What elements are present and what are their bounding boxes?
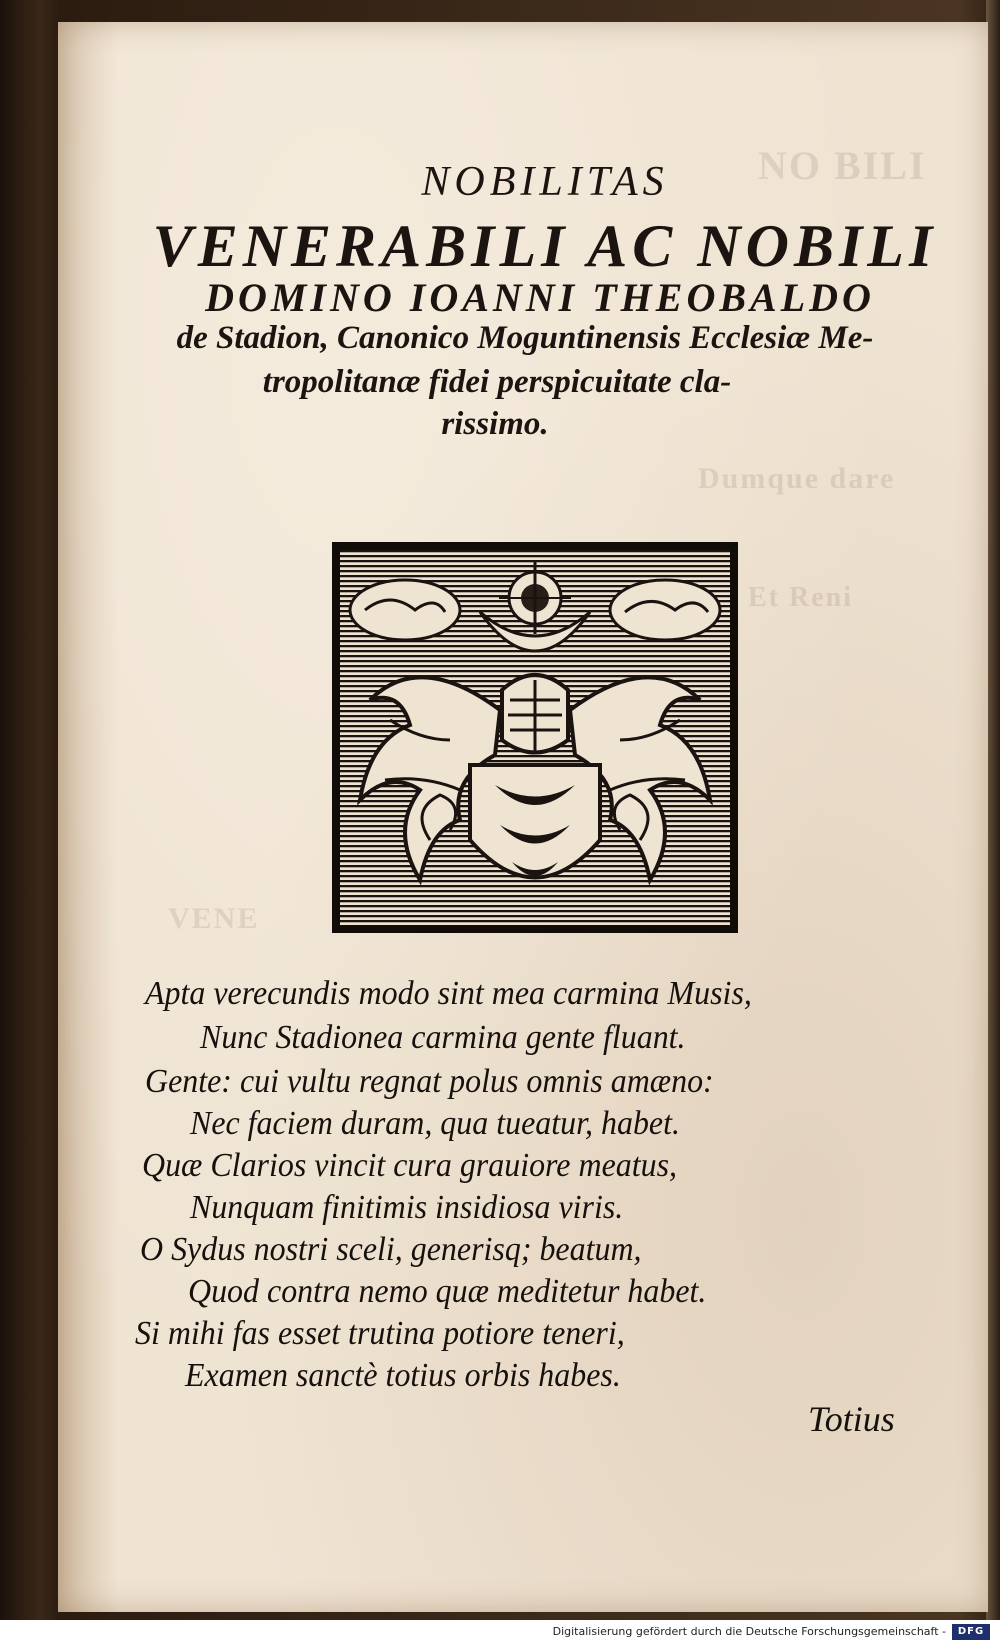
verse-line-9: Si mihi fas esset trutina potiore teneri, — [135, 1315, 625, 1352]
footer-bar — [0, 1620, 1000, 1646]
heading-venerabili: VENERABILI AC NOBILI — [152, 213, 938, 279]
funding-credit: Digitalisierung gefördert durch die Deutsche Forschungsgemeinschaft - — [552, 1625, 946, 1638]
verse-line-1: Apta verecundis modo sint mea carmina Musis, — [145, 975, 752, 1012]
coat-of-arms-woodcut-icon — [330, 540, 740, 935]
verse-line-8: Quod contra nemo quæ meditetur habet. — [188, 1273, 707, 1310]
verse-line-10: Examen sanctè totius orbis habes. — [185, 1357, 621, 1394]
bleed-through-text: Dumque dare — [698, 462, 896, 495]
verse-line-3: Gente: cui vultu regnat polus omnis amæno: — [145, 1063, 714, 1100]
heading-domino: DOMINO IOANNI THEOBALDO — [205, 275, 875, 320]
verse-line-5: Quæ Clarios vincit cura grauiore meatus, — [142, 1147, 678, 1184]
verse-line-4: Nec faciem duram, qua tueatur, habet. — [190, 1105, 680, 1142]
catchword: Totius — [808, 1399, 895, 1439]
dedication-line-3: rissimo. — [441, 406, 549, 442]
dedication-line-2: tropolitanæ fidei perspicuitate cla- — [262, 364, 732, 400]
heading-nobilitas: NOBILITAS — [421, 159, 669, 205]
verse-line-6: Nunquam finitimis insidiosa viris. — [190, 1189, 624, 1226]
bleed-through-text: Et Reni — [748, 582, 853, 613]
bleed-through-text: VENE — [168, 902, 260, 935]
bleed-through-text: NO BILI — [758, 143, 927, 188]
dfg-logo-icon: DFG — [952, 1624, 990, 1640]
verse-line-7: O Sydus nostri sceli, generisq; beatum, — [140, 1231, 642, 1268]
dedication-line-1: de Stadion, Canonico Moguntinensis Ecclesiæ Me- — [176, 320, 874, 356]
verse-line-2: Nunc Stadionea carmina gente fluant. — [200, 1019, 686, 1056]
